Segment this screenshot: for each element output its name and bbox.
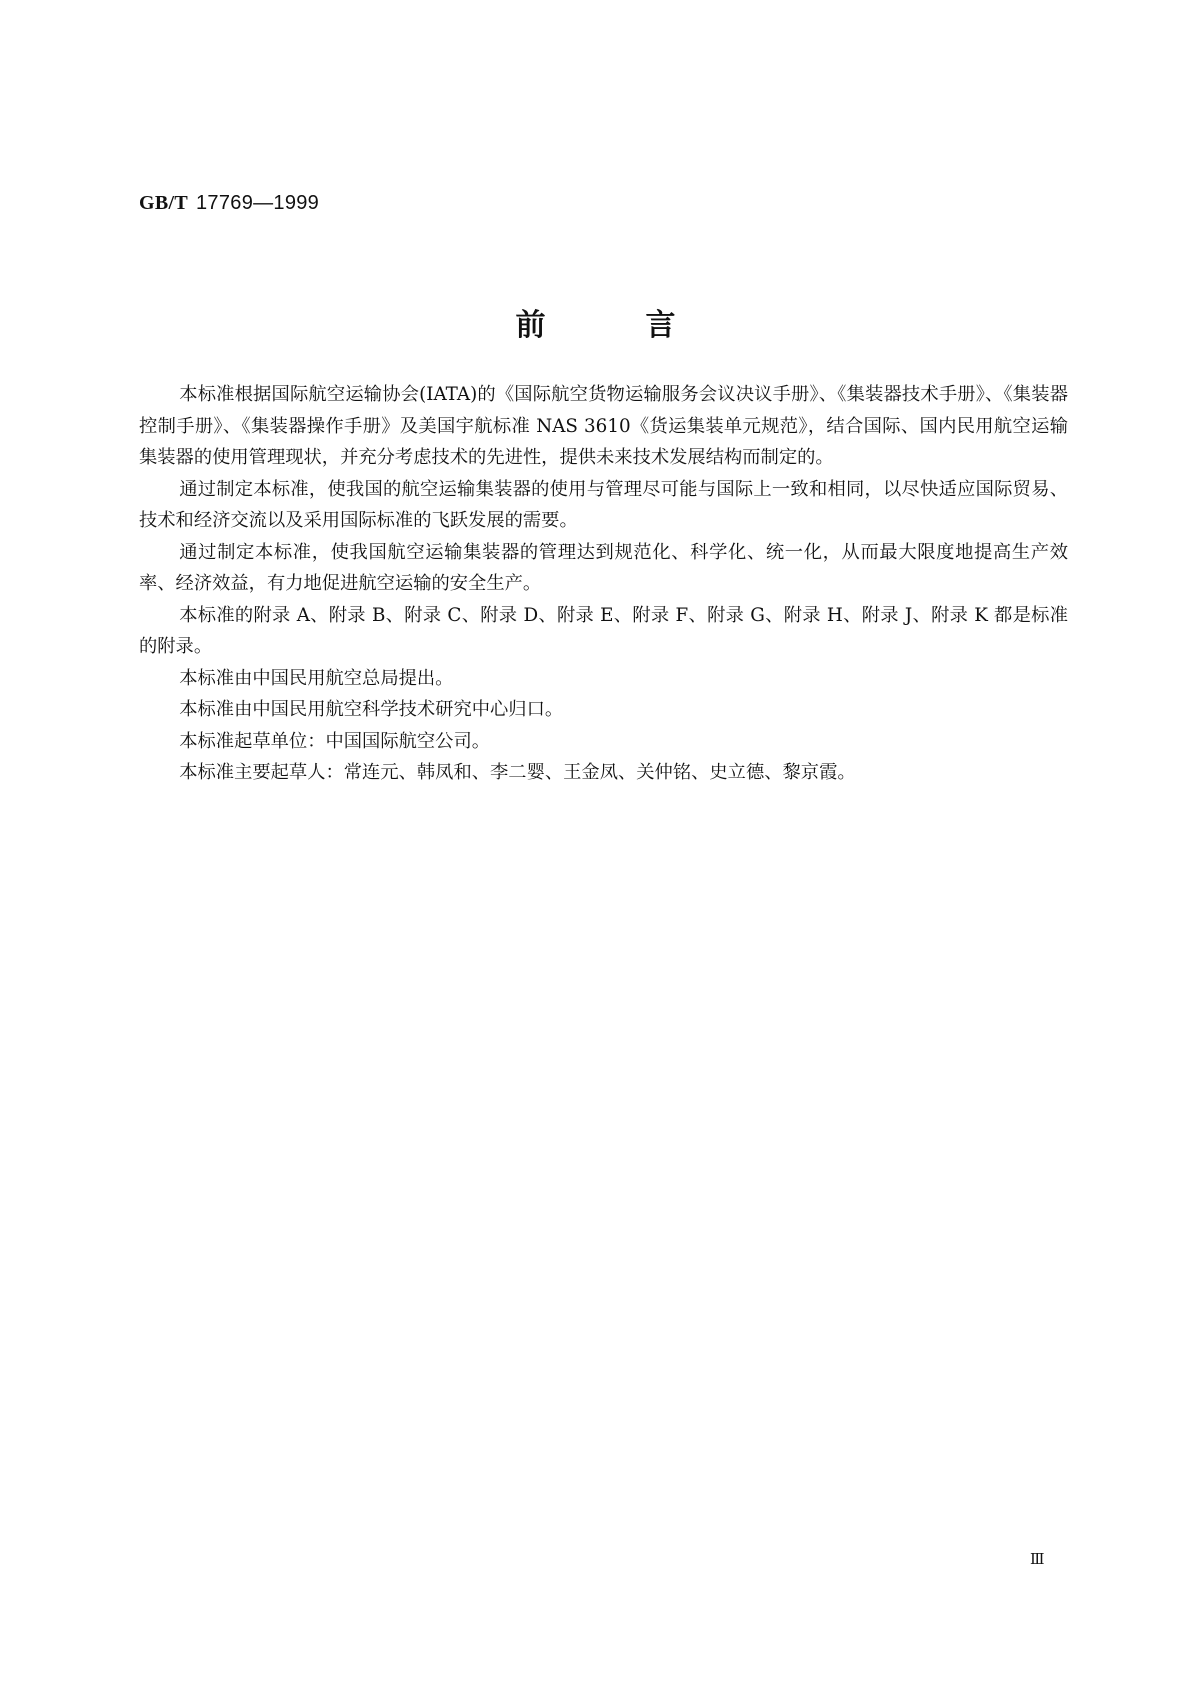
paragraph-centralized-by: 本标准由中国民用航空科学技术研究中心归口。: [179, 699, 564, 720]
paragraph-proposed-by: 本标准由中国民用航空总局提出。: [179, 667, 454, 689]
standard-number: 17769—1999: [196, 192, 320, 214]
paragraph-purpose-international: 通过制定本标准，使我国的航空运输集装器的使用与管理尽可能与国际上一致和相同，以尽快适应国际贸易、技术和经济交流以及采用国际标准的飞跃发展的需要。: [139, 478, 1068, 531]
page-number: Ⅲ: [1030, 1550, 1045, 1568]
paragraph-basis: 本标准根据国际航空运输协会(IATA)的《国际航空货物运输服务会议决议手册》、《集装器技术手册》、《集装器控制手册》、《集装器操作手册》及美国宇航标准 NAS 3610《货运集装单元规范》，结合国际、国内民用航空运输集装器的使用管理现状，并充分考虑技术的先进性，提供未来技术发展结构而制定的。: [139, 384, 1068, 468]
paragraph-drafting-unit: 本标准起草单位：中国国际航空公司。: [179, 730, 491, 752]
foreword-body: [139, 379, 1068, 789]
paragraph-purpose-management: 通过制定本标准，使我国航空运输集装器的管理达到规范化、科学化、统一化，从而最大限度地提高生产效率、经济效益，有力地促进航空运输的安全生产。: [139, 541, 1068, 594]
standard-prefix: GB/T: [139, 192, 188, 214]
standard-code: [139, 190, 319, 215]
paragraph-drafters: 本标准主要起草人：常连元、韩凤和、李二婴、王金凤、关仲铭、史立德、黎京霞。: [179, 762, 856, 783]
paragraph-appendices: 本标准的附录 A、附录 B、附录 C、附录 D、附录 E、附录 F、附录 G、附录 H、附录 J、附录 K 都是标准的附录。: [139, 604, 1068, 657]
page-title: 前言: [515, 308, 776, 343]
